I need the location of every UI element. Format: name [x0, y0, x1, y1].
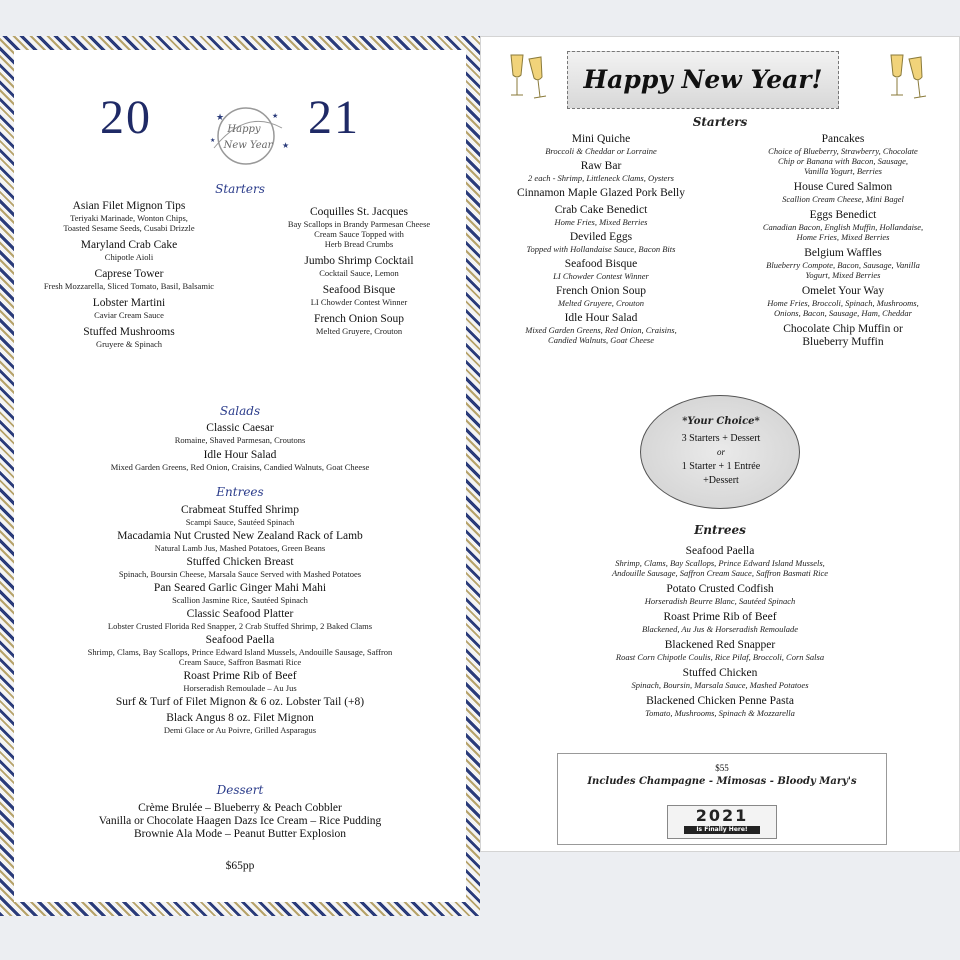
- year-right: 21: [308, 91, 360, 144]
- menu-item: [481, 639, 959, 662]
- menu-item-description: Choice of Blueberry, Strawberry, Chocolate Chip or Banana with Bacon, Sausage, Vanilla Yogurt, Berries: [768, 146, 918, 176]
- year-2021-stamp: [667, 805, 777, 839]
- champagne-glasses-icon: [505, 51, 549, 107]
- menu-item-title: Macadamia Nut Crusted New Zealand Rack of Lamb: [117, 530, 363, 542]
- menu-item: [733, 181, 953, 204]
- svg-text:★: ★: [216, 113, 225, 123]
- menu-item-description: Horseradish Beurre Blanc, Sautéed Spinach: [644, 596, 796, 606]
- right-entrees-heading: Entrees: [694, 523, 746, 537]
- left-price: $65pp: [225, 860, 255, 872]
- menu-item-title: Eggs Benedict: [809, 209, 877, 221]
- left-salads-list: [14, 422, 466, 476]
- menu-item-title: Cinnamon Maple Glazed Pork Belly: [517, 187, 685, 199]
- menu-item-title: Black Angus 8 oz. Filet Mignon: [166, 712, 314, 724]
- menu-item-title: Stuffed Chicken: [682, 667, 758, 679]
- menu-item-description: LI Chowder Contest Winner: [310, 297, 408, 307]
- menu-item-title: Pan Seared Garlic Ginger Mahi Mahi: [153, 582, 327, 594]
- menu-item-description: Shrimp, Clams, Bay Scallops, Prince Edward Island Mussels, Andouille Sausage, Saffron Cream Sauce, Saffron Basmati Rice: [611, 558, 828, 578]
- menu-item: [14, 670, 466, 693]
- menu-item: [491, 231, 711, 254]
- menu-item-title: Deviled Eggs: [569, 231, 633, 243]
- menu-item: [14, 712, 466, 735]
- menu-item-title: House Cured Salmon: [793, 181, 893, 193]
- left-dessert-list: [14, 802, 466, 841]
- menu-item: [481, 695, 959, 718]
- menu-item-title: Seafood Paella: [205, 634, 275, 646]
- menu-item-title: Seafood Bisque: [564, 258, 638, 270]
- menu-item: [481, 545, 959, 578]
- menu-item-title: Seafood Bisque: [322, 284, 396, 296]
- menu-item-title: Surf & Turf of Filet Mignon & 6 oz. Lobster Tail (+8): [115, 696, 365, 708]
- happy-new-year-banner: Happy New Year!: [567, 51, 839, 109]
- choice-line3: +Dessert: [703, 475, 739, 486]
- menu-item-description: Bay Scallops in Brandy Parmesan Cheese Cream Sauce Topped with Herb Bread Crumbs: [287, 219, 431, 249]
- menu-item: [14, 608, 466, 631]
- menu-item-title: Classic Seafood Platter: [186, 608, 294, 620]
- menu-item-title: Stuffed Chicken Breast: [186, 556, 294, 568]
- menu-item-description: Lobster Crusted Florida Red Snapper, 2 Crab Stuffed Shrimp, 2 Baked Clams: [107, 621, 373, 631]
- menu-item-title: Seafood Paella: [685, 545, 755, 557]
- menu-item-description: Scallion Jasmine Rice, Sautéed Spinach: [172, 595, 308, 605]
- menu-item-description: Melted Gruyere, Crouton: [315, 326, 403, 336]
- menu-item-description: Tomato, Mushrooms, Spinach & Mozzarella: [645, 708, 795, 718]
- menu-item: [14, 530, 466, 553]
- menu-item-title: Crab Cake Benedict: [554, 204, 648, 216]
- menu-item: [733, 285, 953, 318]
- menu-item: [14, 634, 466, 667]
- menu-item: [491, 160, 711, 183]
- menu-item-title: Blackened Chicken Penne Pasta: [646, 695, 794, 707]
- svg-text:New Year: New Year: [223, 140, 273, 151]
- menu-item-description: Natural Lamb Jus, Mashed Potatoes, Green Beans: [154, 543, 326, 553]
- menu-item: [481, 611, 959, 634]
- menu-item: [14, 504, 466, 527]
- menu-item-description: Topped with Hollandaise Sauce, Bacon Bits: [526, 244, 676, 254]
- menu-item-description: Home Fries, Broccoli, Spinach, Mushrooms, Onions, Bacon, Sausage, Ham, Cheddar: [767, 298, 919, 318]
- menu-item-title: Asian Filet Mignon Tips: [72, 200, 186, 212]
- right-price: $55: [715, 763, 729, 773]
- menu-item-description: Caviar Cream Sauce: [94, 310, 164, 320]
- menu-item-description: Blackened, Au Jus & Horseradish Remoulade: [641, 624, 799, 634]
- menu-item-title: Potato Crusted Codfish: [666, 583, 774, 595]
- right-starters-col2: [733, 133, 953, 354]
- menu-item: [14, 696, 466, 709]
- menu-item-title: Omelet Your Way: [801, 285, 885, 297]
- menu-item-description: Roast Corn Chipotle Coulis, Rice Pilaf, Broccoli, Corn Salsa: [615, 652, 825, 662]
- menu-item-description: Mixed Garden Greens, Red Onion, Craisins, Candied Walnuts, Goat Cheese: [525, 325, 677, 345]
- menu-item-description: Fresh Mozzarella, Sliced Tomato, Basil, Balsamic: [43, 281, 215, 291]
- menu-item: [733, 209, 953, 242]
- left-dessert-heading: Dessert: [216, 783, 264, 797]
- left-starters-col2: [264, 206, 454, 342]
- menu-item-description: Spinach, Boursin Cheese, Marsala Sauce Served with Mashed Potatoes: [118, 569, 362, 579]
- svg-text:★: ★: [282, 141, 290, 150]
- menu-item-title: Pancakes: [821, 133, 865, 145]
- menu-item-description: Mixed Garden Greens, Red Onion, Craisins, Candied Walnuts, Goat Cheese: [110, 462, 370, 472]
- menu-item: [491, 133, 711, 156]
- dessert-line: Brownie Ala Mode – Peanut Butter Explosion: [133, 828, 347, 840]
- menu-item-description: Home Fries, Mixed Berries: [554, 217, 648, 227]
- menu-item-title: Idle Hour Salad: [564, 312, 638, 324]
- menu-item-description: Scampi Sauce, Sautéed Spinach: [185, 517, 295, 527]
- menu-item: [14, 422, 466, 445]
- menu-item: [491, 204, 711, 227]
- right-starters-col1: [491, 133, 711, 349]
- menu-item: [24, 326, 234, 349]
- menu-item-title: French Onion Soup: [313, 313, 405, 325]
- menu-item-title: Stuffed Mushrooms: [83, 326, 175, 338]
- menu-item-description: Broccoli & Cheddar or Lorraine: [545, 146, 657, 156]
- dessert-line: Crème Brulée – Blueberry & Peach Cobbler: [138, 802, 342, 814]
- choice-line1: 3 Starters + Dessert: [681, 433, 761, 444]
- menu-item-description: Spinach, Boursin, Marsala Sauce, Mashed Potatoes: [631, 680, 809, 690]
- menu-item: [264, 313, 454, 336]
- menu-item-description: 2 each - Shrimp, Littleneck Clams, Oysters: [528, 173, 674, 183]
- menu-item: [14, 449, 466, 472]
- happy-new-year-emblem: [192, 98, 302, 174]
- right-menu-card: [480, 36, 960, 852]
- menu-item-title: Classic Caesar: [206, 422, 274, 434]
- menu-item-title: Raw Bar: [580, 160, 622, 172]
- left-entrees-heading: Entrees: [216, 485, 264, 499]
- left-salads-heading: Salads: [219, 404, 261, 418]
- your-choice-oval: [640, 395, 800, 509]
- menu-item-title: Mini Quiche: [571, 133, 631, 145]
- menu-item-description: Chipotle Aioli: [104, 252, 154, 262]
- includes-text: Includes Champagne - Mimosas - Bloody Mary's: [587, 776, 857, 787]
- menu-item: [481, 667, 959, 690]
- menu-item-description: Demi Glace or Au Poivre, Grilled Asparagus: [163, 725, 317, 735]
- menu-item: [14, 556, 466, 579]
- menu-item-title: Belgium Waffles: [804, 247, 882, 259]
- menu-item-title: Blackened Red Snapper: [664, 639, 776, 651]
- menu-item-description: Scallion Cream Cheese, Mini Bagel: [782, 194, 904, 204]
- menu-item-title: Jumbo Shrimp Cocktail: [304, 255, 414, 267]
- menu-item-description: Gruyere & Spinach: [95, 339, 163, 349]
- menu-item-title: Roast Prime Rib of Beef: [663, 611, 777, 623]
- menu-item: [733, 133, 953, 176]
- menu-item: [264, 284, 454, 307]
- menu-item-description: Romaine, Shaved Parmesan, Croutons: [174, 435, 306, 445]
- stamp-year: 2021: [695, 806, 749, 825]
- menu-item: [24, 268, 234, 291]
- menu-item-title: Chocolate Chip Muffin or Blueberry Muffin: [783, 323, 903, 348]
- left-starters-heading: Starters: [215, 182, 265, 196]
- stamp-subtitle: Is Finally Here!: [684, 826, 760, 834]
- menu-item-description: Melted Gruyere, Crouton: [557, 298, 644, 308]
- menu-item-title: Lobster Martini: [92, 297, 166, 309]
- menu-item: [14, 582, 466, 605]
- choice-line2: 1 Starter + 1 Entrée: [681, 461, 761, 472]
- menu-item-title: Maryland Crab Cake: [80, 239, 178, 251]
- menu-item: [24, 239, 234, 262]
- emblem-text: Happy: [227, 124, 261, 135]
- menu-item: [264, 255, 454, 278]
- right-entrees-list: [481, 545, 959, 723]
- menu-item-description: Canadian Bacon, English Muffin, Hollandaise, Home Fries, Mixed Berries: [762, 222, 924, 242]
- champagne-glasses-icon: [885, 51, 929, 107]
- left-starters-col1: [24, 200, 234, 355]
- menu-item-description: Teriyaki Marinade, Wonton Chips, Toasted Sesame Seeds, Cusabi Drizzle: [63, 213, 195, 233]
- choice-heading: *Your Choice*: [682, 416, 760, 427]
- menu-item: [264, 206, 454, 249]
- menu-item: [481, 583, 959, 606]
- menu-item: [491, 187, 711, 200]
- menu-item: [491, 312, 711, 345]
- menu-item-description: Cocktail Sauce, Lemon: [319, 268, 399, 278]
- left-menu-card: [0, 36, 480, 916]
- svg-text:★: ★: [272, 112, 279, 120]
- choice-or: or: [716, 447, 725, 457]
- menu-item: [24, 200, 234, 233]
- menu-item-description: Blueberry Compote, Bacon, Sausage, Vanilla Yogurt, Mixed Berries: [766, 260, 920, 280]
- menu-item-description: Shrimp, Clams, Bay Scallops, Prince Edward Island Mussels, Andouille Sausage, Saffron Cream Sauce, Saffron Basmati Rice: [87, 647, 393, 667]
- menu-item: [733, 247, 953, 280]
- menu-item-title: Crabmeat Stuffed Shrimp: [181, 504, 299, 516]
- svg-text:★: ★: [210, 137, 216, 144]
- dessert-line: Vanilla or Chocolate Haagen Dazs Ice Cream – Rice Pudding: [98, 815, 382, 827]
- menu-item-title: Roast Prime Rib of Beef: [183, 670, 297, 682]
- menu-item: [491, 258, 711, 281]
- menu-item-description: Horseradish Remoulade – Au Jus: [183, 683, 297, 693]
- menu-item-title: Idle Hour Salad: [203, 449, 277, 461]
- right-starters-heading: Starters: [692, 115, 748, 129]
- menu-item-title: French Onion Soup: [555, 285, 647, 297]
- menu-item: [491, 285, 711, 308]
- menu-item-title: Caprese Tower: [94, 268, 164, 280]
- menu-item-title: Coquilles St. Jacques: [309, 206, 409, 218]
- year-left: 20: [100, 91, 152, 144]
- left-entrees-list: [14, 504, 466, 738]
- menu-item-description: LI Chowder Contest Winner: [553, 271, 649, 281]
- menu-item: [733, 323, 953, 349]
- menu-item: [24, 297, 234, 320]
